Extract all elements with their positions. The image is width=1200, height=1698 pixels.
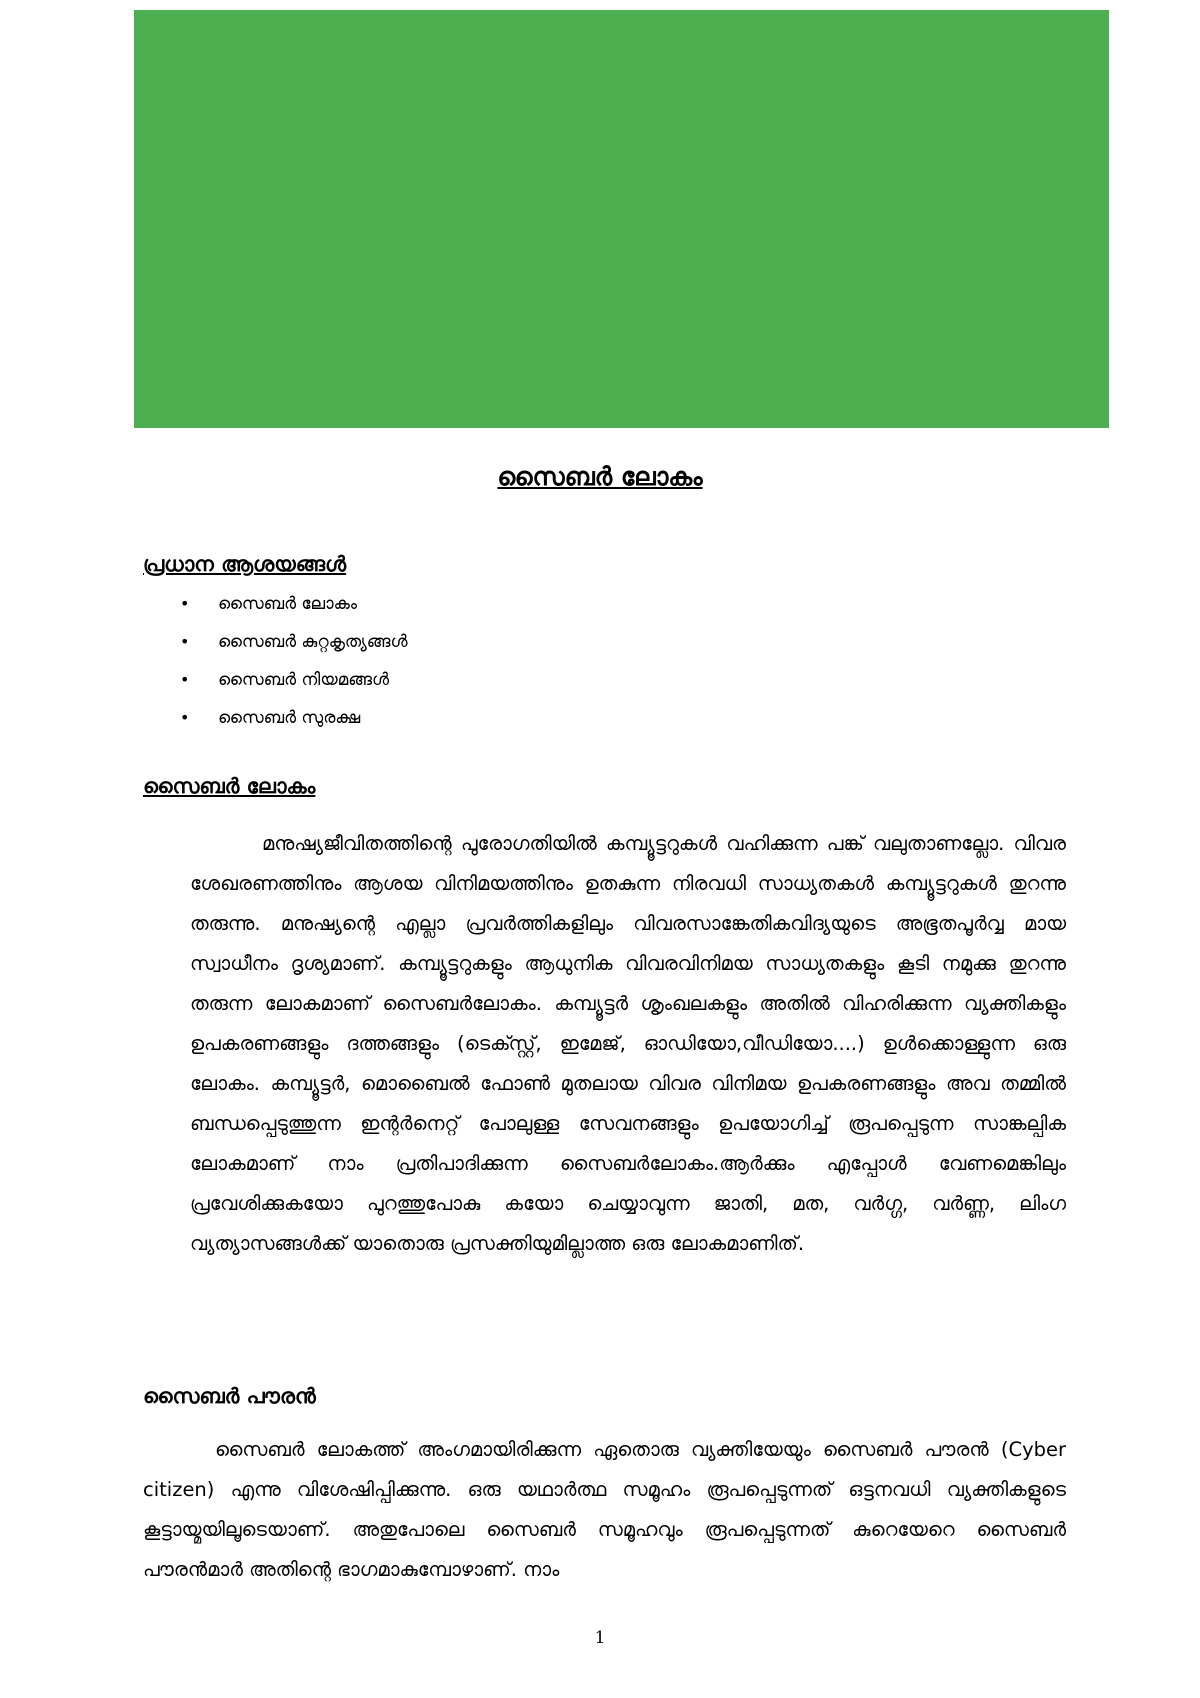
page-title: സൈബർ ലോകം <box>497 462 703 491</box>
list-item <box>180 623 408 661</box>
list-item <box>180 661 408 699</box>
list-item-text: സൈബർ ലോകം <box>218 594 357 614</box>
bullet-icon: • <box>180 670 190 689</box>
bullet-icon: • <box>180 708 190 727</box>
list-item <box>180 585 408 623</box>
header-banner-image <box>134 10 1109 428</box>
list-item-text: സൈബർ കുറ്റകൃത്യങ്ങൾ <box>218 632 408 652</box>
main-ideas-list <box>180 585 408 737</box>
bullet-icon: • <box>180 632 190 651</box>
list-item-text: സൈബർ സുരക്ഷ <box>218 708 361 728</box>
cyber-world-paragraph: മനുഷ്യജീവിതത്തിന്റെ പുരോഗതിയിൽ കമ്പ്യൂട്ടറുകൾ വഹിക്കുന്ന പങ്ക് വലുതാണല്ലോ. വിവര ശേഖരണത്തിനും ആശയ വിനിമയത്തിനും ഉതകുന്ന നിരവധി സാധ്യതകൾ കമ്പ്യൂട്ടറുകൾ തുറന്നു തരുന്നു. മനുഷ്യന്റെ എല്ലാ പ്രവർത്തികളിലും വിവരസാങ്കേതികവിദ്യയുടെ അഭൂതപൂർവ്വ മായ സ്വാധീനം ദൃശ്യമാണ്. കമ്പ്യൂട്ടറുകളും ആധുനിക വിവരവിനിമയ സാധ്യതകളും കൂടി നമുക്കു തുറന്നു തരുന്ന ലോകമാണ് സൈബർലോകം. കമ്പ്യൂട്ടർ ശൃംഖലകളും അതിൽ വിഹരിക്കുന്ന വ്യക്തികളും ഉപകരണങ്ങളും ദത്തങ്ങളും (ടെക്സ്റ്റ്, ഇമേജ്, ഓഡിയോ,വീഡിയോ....) ഉൾക്കൊള്ളുന്ന ഒരു ലോകം. കമ്പ്യൂട്ടർ, മൊബൈൽ ഫോൺ മുതലായ വിവര വിനിമയ ഉപകരണങ്ങളും അവ തമ്മിൽ ബന്ധപ്പെടുത്തുന്ന ഇന്റർനെറ്റ് പോലുള്ള സേവനങ്ങളും ഉപയോഗിച്ച് രൂപപ്പെടുന്ന സാങ്കല്പിക ലോകമാണ് നാം പ്രതിപാദിക്കുന്ന സൈബർലോകം.ആർക്കും എപ്പോൾ വേണമെങ്കിലും പ്രവേശിക്കുകയോ പുറത്തുപോകു കയോ ചെയ്യാവുന്ന ജാതി, മത, വർഗ്ഗ, വർണ്ണ, ലിംഗ വ്യത്യാസങ്ങൾക്ക് യാതൊരു പ്രസക്തിയുമില്ലാത്ത ഒരു ലോകമാണിത്. <box>190 832 1066 1255</box>
main-ideas-heading: പ്രധാന ആശയങ്ങൾ <box>143 552 347 576</box>
cyber-citizen-heading: സൈബർ പൗരൻ <box>143 1384 316 1408</box>
bullet-icon: • <box>180 594 190 613</box>
cyber-citizen-paragraph: സൈബർ ലോകത്ത് അംഗമായിരിക്കുന്ന ഏതൊരു വ്യക്തിയേയും സൈബർ പൗരൻ (Cyber citizen) എന്നു വിശേഷിപ്പിക്കുന്നു. ഒരു യഥാർത്ഥ സമൂഹം രൂപപ്പെടുന്നത് ഒട്ടനവധി വ്യക്തികളുടെ കൂട്ടായ്മയിലൂടെയാണ്. അതുപോലെ സൈബർ സമൂഹവും രൂപപ്പെടുന്നത് കുറെയേറെ സൈബർ പൗരൻമാർ അതിന്റെ ഭാഗമാകുമ്പോഴാണ്. നാം <box>143 1438 1066 1581</box>
list-item <box>180 699 408 737</box>
cyber-world-heading: സൈബർ ലോകം <box>143 774 316 798</box>
list-item-text: സൈബർ നിയമങ്ങൾ <box>218 670 390 690</box>
page-number: 1 <box>594 1628 606 1648</box>
